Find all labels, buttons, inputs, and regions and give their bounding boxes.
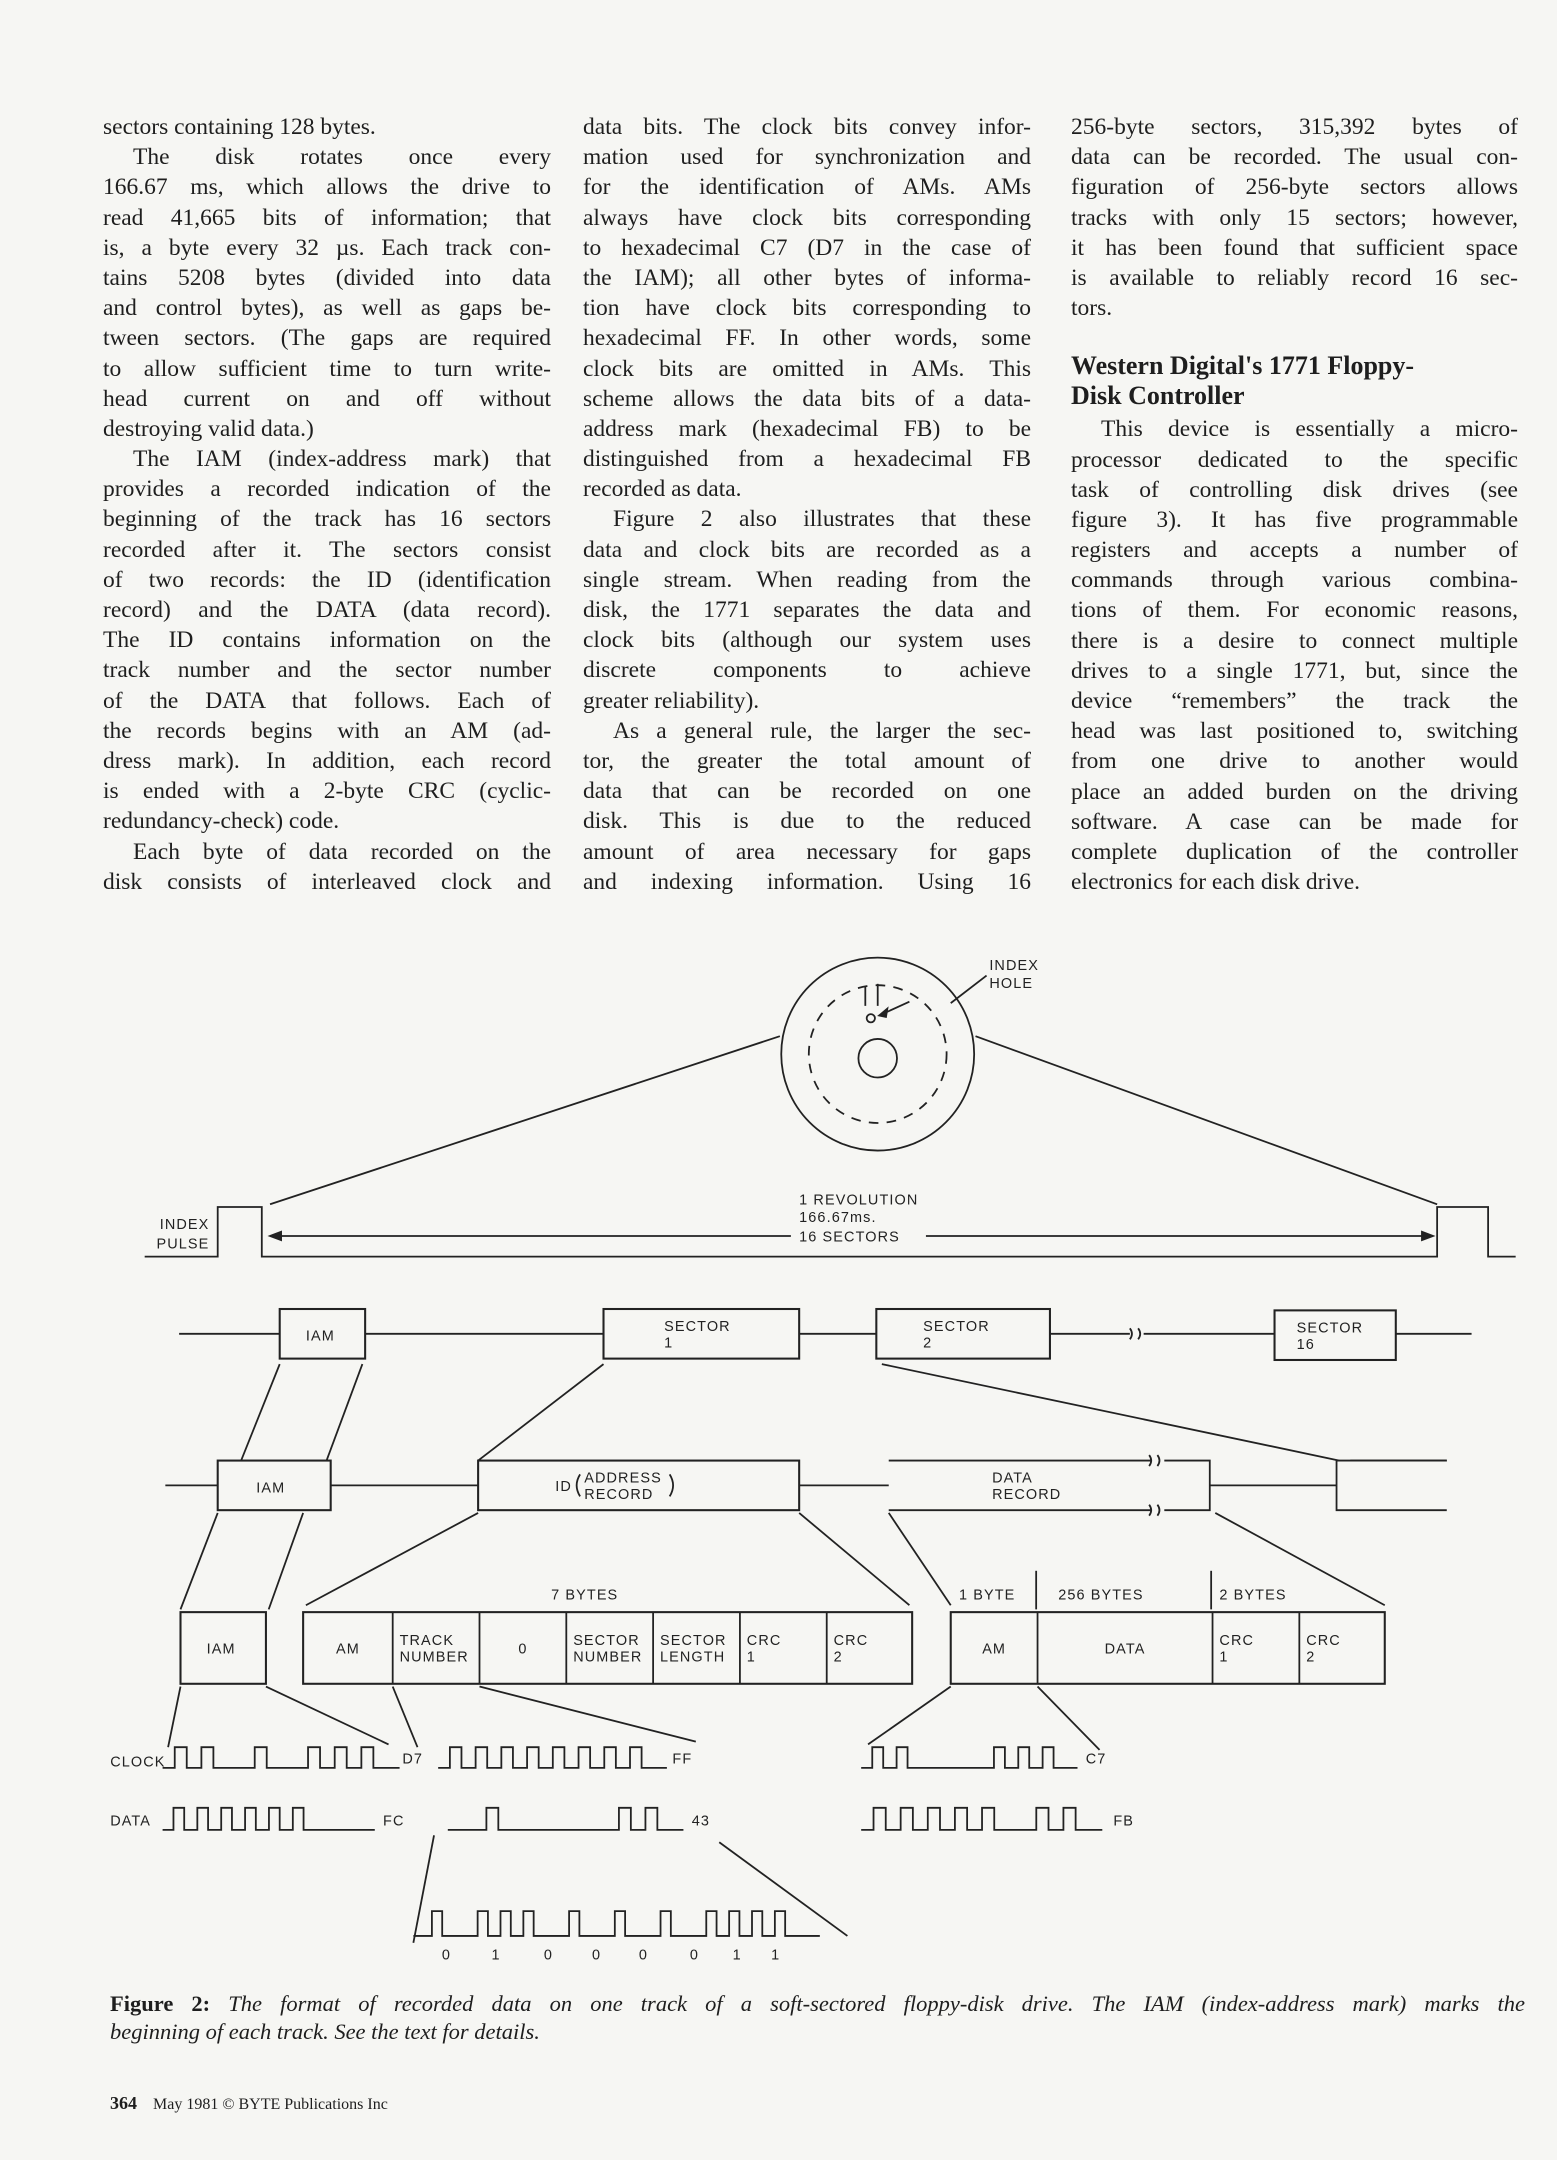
data-value: FB <box>1113 1813 1135 1830</box>
paragraph-line: the IAM); all other bytes of informa- <box>583 264 1031 291</box>
field-label: TRACK <box>399 1633 455 1650</box>
bit-value: 1 <box>771 1947 781 1964</box>
data-label: DATA <box>110 1813 152 1830</box>
paragraph-line: the records begins with an AM (ad- <box>103 717 551 744</box>
byte-count: 2 BYTES <box>1219 1587 1287 1604</box>
paragraph-line: head current on and off without <box>103 385 551 412</box>
paragraph-line: to hexadecimal C7 (D7 in the case of <box>583 234 1031 261</box>
paragraph-line: and control bytes), as well as gaps be- <box>103 295 551 322</box>
paragraph-line: The ID contains information on the <box>103 627 551 654</box>
paragraph-line: single stream. When reading from the <box>583 566 1031 593</box>
paragraph-line: record) and the DATA (data record). <box>103 597 551 623</box>
break-mark-icon <box>1130 1328 1140 1339</box>
field-label: DATA <box>1104 1641 1146 1658</box>
paragraph-line: processor dedicated to the specific <box>1071 446 1518 473</box>
sector-label: SECTOR <box>923 1319 990 1336</box>
revolution-sectors: 16 SECTORS <box>799 1229 900 1246</box>
sector-number: 16 <box>1296 1336 1315 1353</box>
paragraph-line: electronics for each disk drive. <box>1071 869 1361 896</box>
paragraph-line: task of controlling disk drives (see <box>1071 476 1518 503</box>
paragraph-line: disk, the 1771 separates the data and <box>583 597 1031 623</box>
paragraph-line: amount of area necessary for gaps <box>583 838 1031 865</box>
paragraph-line: there is a desire to connect multiple <box>1071 627 1518 654</box>
paragraph-line: discrete components to achieve <box>583 657 1031 684</box>
paragraph-line: disk. This is due to the reduced <box>583 808 1031 835</box>
id-record-fields <box>303 1612 912 1684</box>
revolution-time: 166.67ms. <box>799 1210 877 1227</box>
paragraph-line: redundancy-check) code. <box>103 808 340 835</box>
paragraph-line: tween sectors. (The gaps are required <box>103 325 551 352</box>
clock-waveform <box>861 1747 1077 1768</box>
paragraph-line: dress mark). In addition, each record <box>103 747 551 774</box>
next-sector-block <box>1337 1461 1447 1511</box>
paragraph-line: figure 3). It has five programmable <box>1071 506 1518 533</box>
paragraph-line: 166.67 ms, which allows the drive to <box>103 174 551 201</box>
paragraph-line: distinguished from a hexadecimal FB <box>583 446 1031 473</box>
paragraph-line: track number and the sector number <box>103 657 551 684</box>
sector-number: 1 <box>664 1335 674 1352</box>
paragraph-line: The disk rotates once every <box>133 144 551 171</box>
iam-label: IAM <box>305 1328 335 1345</box>
field-label: 2 <box>1306 1649 1316 1666</box>
data-value: FC <box>383 1813 405 1830</box>
paragraph-line: figuration of 256-byte sectors allows <box>1071 174 1518 201</box>
paragraph-line: data can be recorded. The usual con- <box>1071 144 1518 171</box>
paragraph-line: Figure 2 also illustrates that these <box>613 506 1031 533</box>
field-label: SECTOR <box>573 1633 640 1650</box>
id-paren-label: RECORD <box>584 1487 654 1504</box>
break-mark-icon <box>1149 1455 1159 1516</box>
sector-label: SECTOR <box>664 1319 731 1336</box>
id-label: ID <box>555 1478 572 1495</box>
paragraph-line: software. A case can be made for <box>1071 808 1518 835</box>
bit-values <box>442 1947 780 1963</box>
bit-value: 0 <box>689 1947 700 1964</box>
clock-label: CLOCK <box>110 1754 166 1771</box>
paragraph-line: address mark (hexadecimal FB) to be <box>583 415 1031 442</box>
data-waveform <box>448 1808 684 1830</box>
paragraph-line: hexadecimal FF. In other words, some <box>583 325 1031 352</box>
paragraph-line: tors. <box>1071 295 1113 322</box>
paragraph-line: data that can be recorded on one <box>583 778 1031 805</box>
clock-value: FF <box>672 1751 693 1768</box>
index-hole-label: HOLE <box>989 975 1034 992</box>
bit-value: 0 <box>592 1947 602 1964</box>
paragraph-line: drives to a single 1771, but, since the <box>1071 657 1518 684</box>
field-label: AM <box>982 1641 1007 1658</box>
paragraph-line: commands through various combina- <box>1071 567 1518 594</box>
paragraph-line: always have clock bits corresponding <box>583 204 1031 231</box>
paragraph-line: recorded after it. The sectors consist <box>103 536 551 563</box>
field-label: NUMBER <box>573 1649 643 1666</box>
clock-value: C7 <box>1085 1751 1107 1768</box>
combined-waveform <box>413 1911 819 1936</box>
field-label: LENGTH <box>660 1649 726 1666</box>
paragraph-line: This device is essentially a micro- <box>1101 416 1518 443</box>
page-number: 364 <box>110 2093 137 2113</box>
data-record-label: RECORD <box>992 1487 1062 1504</box>
index-pulse-label: INDEX <box>159 1217 210 1234</box>
caption-label: Figure 2: <box>110 1991 211 2016</box>
field-label: 1 <box>1219 1649 1229 1666</box>
paragraph-line: The IAM (index-address mark) that <box>133 446 551 473</box>
data-record-label: DATA <box>992 1470 1033 1487</box>
id-paren-label: ADDRESS <box>584 1470 662 1487</box>
paragraph-line: place an added burden on the driving <box>1071 778 1518 805</box>
paragraph-line: disk consists of interleaved clock and <box>103 868 551 895</box>
field-label: CRC <box>1219 1633 1255 1650</box>
field-label: 2 <box>833 1649 843 1666</box>
paragraph-line: tion have clock bits corresponding to <box>583 295 1031 322</box>
paragraph-line: complete duplication of the controller <box>1071 838 1518 865</box>
paragraph-line: mation used for synchronization and <box>583 144 1031 171</box>
field-label: 0 <box>518 1641 528 1658</box>
iam-label: IAM <box>256 1480 286 1497</box>
figure-caption <box>110 1990 1525 2046</box>
field-label: CRC <box>833 1633 869 1650</box>
paragraph-line: data bits. The clock bits convey infor- <box>583 114 1031 140</box>
paragraph-line: is, a byte every 32 µs. Each track con- <box>103 234 551 261</box>
caption-text: beginning of each track. See the text for details. <box>110 2019 540 2044</box>
paragraph-line: clock bits (although our system uses <box>583 627 1031 654</box>
id-byte-count: 7 BYTES <box>551 1587 619 1604</box>
paragraph-line: Each byte of data recorded on the <box>133 838 551 865</box>
paragraph-line: tracks with only 15 sectors; however, <box>1071 204 1518 231</box>
paragraph-line: registers and accepts a number of <box>1071 537 1518 564</box>
footer-credit: May 1981 © BYTE Publications Inc <box>153 2096 388 2113</box>
section-heading: Western Digital's 1771 Floppy- Disk Controller <box>1071 351 1415 411</box>
field-label: AM <box>335 1641 360 1658</box>
data-value: 43 <box>691 1813 710 1830</box>
paragraph-line: read 41,665 bits of information; that <box>103 204 551 231</box>
clock-waveform <box>163 1747 400 1768</box>
bit-value: 0 <box>441 1947 452 1964</box>
byte-count: 256 BYTES <box>1058 1587 1144 1604</box>
bit-value: 1 <box>491 1947 501 1964</box>
paragraph-line: is available to reliably record 16 sec- <box>1071 264 1518 291</box>
paragraph-line: scheme allows the data bits of a data- <box>583 385 1031 412</box>
paragraph-line: destroying valid data.) <box>103 415 314 442</box>
index-hole-label: INDEX <box>989 958 1040 975</box>
clock-waveform <box>438 1747 667 1768</box>
paragraph-line: tains 5208 bytes (divided into data <box>103 264 551 291</box>
bit-value: 0 <box>543 1947 553 1964</box>
caption-text: The format of recorded data on one track of a soft-sectored floppy-disk drive. The IAM (index-address mark) marks the <box>228 1991 1525 2016</box>
data-waveform <box>861 1808 1102 1830</box>
page-footer <box>110 2093 388 2114</box>
sector-number: 2 <box>923 1335 933 1352</box>
paragraph-line: clock bits are omitted in AMs. This <box>583 355 1031 382</box>
paragraph-line: tor, the greater the total amount of <box>583 747 1031 774</box>
revolution-label: 1 REVOLUTION <box>799 1192 919 1209</box>
sector-label: SECTOR <box>1296 1320 1364 1337</box>
clock-value: D7 <box>402 1751 424 1768</box>
bit-value: 0 <box>638 1947 649 1964</box>
field-label: SECTOR <box>660 1633 727 1650</box>
floppy-disk-icon <box>781 958 986 1151</box>
paragraph-line: to allow sufficient time to turn write- <box>103 355 551 382</box>
index-pulse-label: PULSE <box>156 1236 210 1253</box>
paragraph-line: is ended with a 2-byte CRC (cyclic- <box>103 778 551 805</box>
paragraph-line: greater reliability). <box>583 687 760 714</box>
field-label: CRC <box>746 1633 782 1650</box>
paragraph-line: beginning of the track has 16 sectors <box>103 506 551 533</box>
iam-label: IAM <box>206 1641 236 1658</box>
paragraph-line: and indexing information. Using 16 <box>583 868 1031 895</box>
paragraph-line: for the identification of AMs. AMs <box>583 174 1031 201</box>
field-label: CRC <box>1306 1633 1341 1650</box>
paragraph-line: head was last positioned to, switching <box>1071 718 1518 745</box>
byte-count: 1 BYTE <box>959 1587 1016 1604</box>
data-record-fields <box>951 1612 1385 1684</box>
paragraph-line: tions of them. For economic reasons, <box>1071 597 1518 624</box>
bit-value: 1 <box>732 1947 742 1964</box>
field-label: NUMBER <box>399 1649 469 1666</box>
paragraph-line: 256-byte sectors, 315,392 bytes of <box>1071 114 1518 140</box>
paragraph-line: of the DATA that follows. Each of <box>103 687 551 714</box>
paragraph-line: As a general rule, the larger the sec- <box>613 717 1031 744</box>
paragraph-line: recorded as data. <box>583 476 742 503</box>
paragraph-line: device “remembers” the track the <box>1071 688 1518 714</box>
field-label: 1 <box>746 1649 756 1666</box>
paragraph-line: it has been found that sufficient space <box>1071 234 1518 261</box>
paragraph-line: of two records: the ID (identification <box>103 566 551 593</box>
data-waveform <box>163 1808 375 1830</box>
paragraph-line: data and clock bits are recorded as a <box>583 536 1031 563</box>
paragraph-line: provides a recorded indication of the <box>103 476 551 503</box>
paragraph-line: from one drive to another would <box>1071 748 1518 775</box>
paragraph-line: sectors containing 128 bytes. <box>103 114 376 140</box>
projection-line <box>270 1036 780 1204</box>
projection-line <box>976 1036 1438 1204</box>
